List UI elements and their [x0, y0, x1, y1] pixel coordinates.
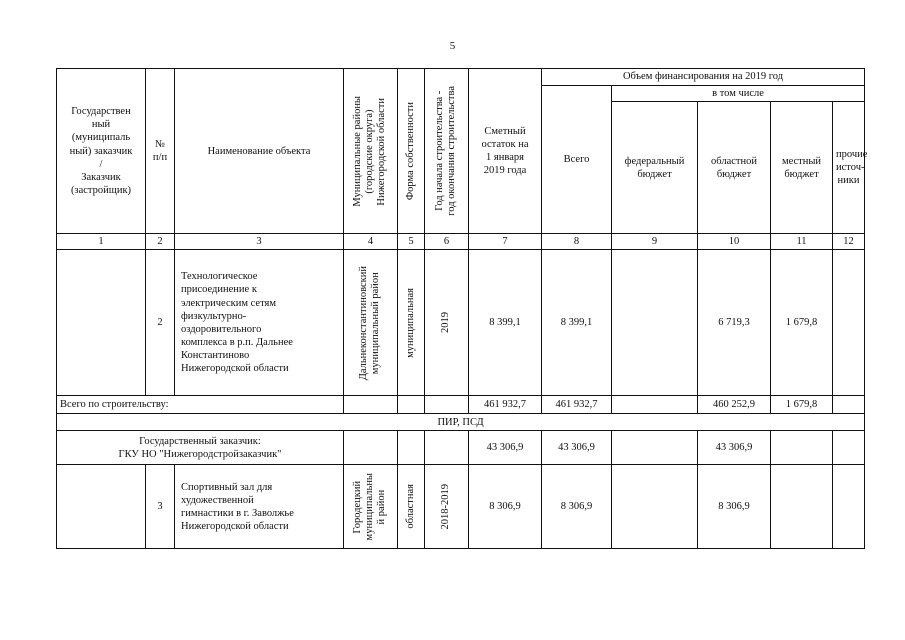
- cell-customer: [57, 465, 146, 549]
- col-number: 4: [344, 234, 398, 250]
- header-district: [344, 69, 398, 234]
- header-ownership: [398, 69, 425, 234]
- header-other: прочие источ- ники: [833, 102, 865, 234]
- header-total: Всего: [542, 86, 612, 234]
- table-row: [57, 465, 865, 549]
- header-years: [425, 69, 469, 234]
- col-number: 10: [698, 234, 771, 250]
- cell-regional: 43 306,9: [698, 431, 771, 465]
- header-ownership-text: Форма собственности: [404, 101, 416, 201]
- cell-district: [344, 396, 398, 414]
- col-number: 2: [146, 234, 175, 250]
- total-row: [57, 396, 865, 414]
- header-number: № п/п: [146, 69, 175, 234]
- cell-number: 2: [146, 250, 175, 396]
- customer-row: [57, 431, 865, 465]
- col-number: 3: [175, 234, 344, 250]
- cell-local: 1 679,8: [771, 396, 833, 414]
- cell-ownership: [398, 431, 425, 465]
- cell-customer: [57, 250, 146, 396]
- header-including: в том числе: [612, 86, 865, 102]
- cell-total: 461 932,7: [542, 396, 612, 414]
- cell-district-text: Городецкий муниципальны й район: [352, 473, 388, 541]
- cell-local: [771, 465, 833, 549]
- header-local: местный бюджет: [771, 102, 833, 234]
- col-number: 5: [398, 234, 425, 250]
- cell-other: [833, 250, 865, 396]
- cell-federal: [612, 396, 698, 414]
- cell-estimate: 461 932,7: [469, 396, 542, 414]
- cell-object-name: Технологическое присоединение к электрическим сетям физкультурно- оздоровительного комплекса в р.п. Дальнее Константиново Нижегородской области: [175, 250, 344, 396]
- cell-regional: 8 306,9: [698, 465, 771, 549]
- header-district-text: Муниципальные районы (городские округа) Нижегородской области: [352, 95, 388, 207]
- cell-object-name: Спортивный зал для художественной гимнастики в г. Заволжье Нижегородской области: [175, 465, 344, 549]
- header-customer: Государствен ный (муниципаль ный) заказчик / Заказчик (застройщик): [57, 69, 146, 234]
- cell-other: [833, 431, 865, 465]
- cell-district: [344, 465, 398, 549]
- cell-federal: [612, 250, 698, 396]
- col-number: 7: [469, 234, 542, 250]
- state-customer-label: Государственный заказчик: ГКУ НО "Нижегородстройзаказчик": [57, 431, 344, 465]
- cell-total: 8 306,9: [542, 465, 612, 549]
- col-number: 11: [771, 234, 833, 250]
- cell-estimate: 8 399,1: [469, 250, 542, 396]
- cell-years: [425, 396, 469, 414]
- cell-total: 43 306,9: [542, 431, 612, 465]
- cell-number: 3: [146, 465, 175, 549]
- cell-local: 1 679,8: [771, 250, 833, 396]
- col-number: 1: [57, 234, 146, 250]
- cell-ownership-text: областная: [404, 484, 416, 530]
- cell-other: [833, 465, 865, 549]
- cell-total: 8 399,1: [542, 250, 612, 396]
- col-number: 12: [833, 234, 865, 250]
- cell-local: [771, 431, 833, 465]
- header-years-text: Год начала строительства - год окончания строительства: [434, 86, 458, 216]
- page-number: 5: [449, 40, 456, 52]
- col-number: 8: [542, 234, 612, 250]
- header-federal: федеральный бюджет: [612, 102, 698, 234]
- cell-federal: [612, 465, 698, 549]
- cell-years: [425, 250, 469, 396]
- cell-ownership: [398, 465, 425, 549]
- cell-years-text: 2019: [440, 312, 452, 334]
- construction-total-label: Всего по строительству:: [57, 396, 344, 414]
- section-row: [57, 414, 865, 431]
- table-row: [57, 250, 865, 396]
- header-regional: областной бюджет: [698, 102, 771, 234]
- cell-other: [833, 396, 865, 414]
- cell-years-text: 2018-2019: [440, 484, 452, 530]
- cell-estimate: 43 306,9: [469, 431, 542, 465]
- financing-table: [56, 68, 868, 549]
- header-estimate: Сметный остаток на 1 января 2019 года: [469, 69, 542, 234]
- cell-district-text: Дальнеконстантиновский муниципальный район: [358, 265, 382, 380]
- header-financing: Объем финансирования на 2019 год: [542, 69, 865, 86]
- cell-district: [344, 431, 398, 465]
- section-title: ПИР, ПСД: [57, 414, 865, 431]
- cell-district: [344, 250, 398, 396]
- cell-ownership: [398, 250, 425, 396]
- cell-years: [425, 465, 469, 549]
- cell-years: [425, 431, 469, 465]
- cell-regional: 460 252,9: [698, 396, 771, 414]
- col-number: 6: [425, 234, 469, 250]
- cell-federal: [612, 431, 698, 465]
- cell-estimate: 8 306,9: [469, 465, 542, 549]
- header-object-name: Наименование объекта: [175, 69, 344, 234]
- cell-ownership: [398, 396, 425, 414]
- col-number: 9: [612, 234, 698, 250]
- cell-ownership-text: муниципальная: [404, 287, 416, 358]
- cell-regional: 6 719,3: [698, 250, 771, 396]
